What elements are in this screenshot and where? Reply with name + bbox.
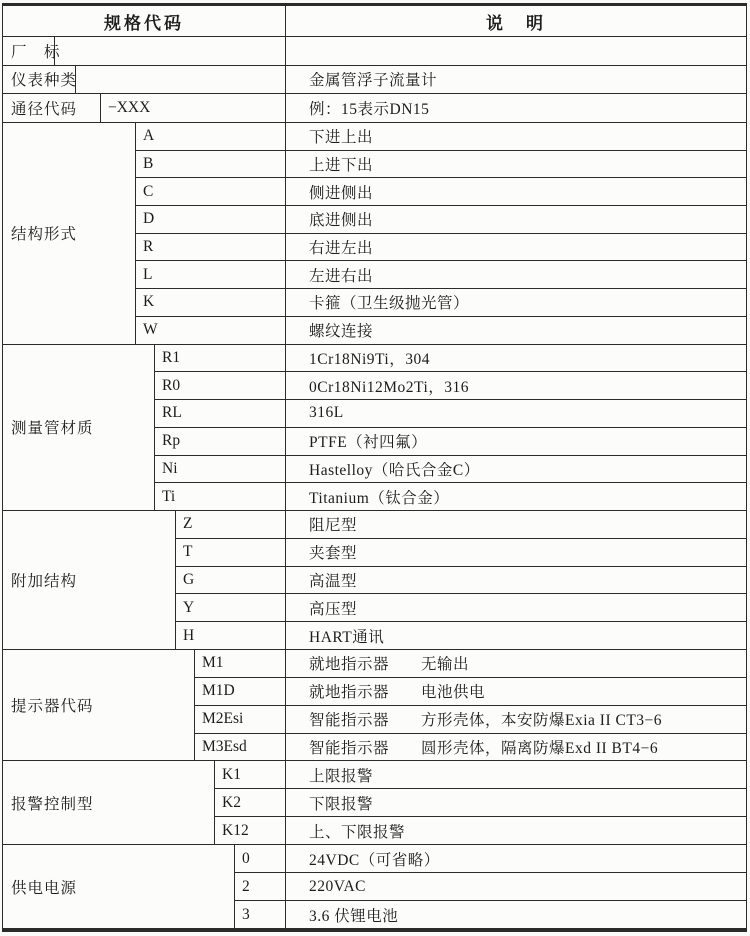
code-cell: M1D xyxy=(195,678,286,705)
code-cell xyxy=(55,37,286,65)
table-row xyxy=(195,706,746,734)
table-row xyxy=(136,289,746,317)
section-label: 供电电源 xyxy=(3,845,235,928)
table-row xyxy=(176,594,746,622)
table-row xyxy=(195,678,746,706)
table-row xyxy=(136,234,746,262)
desc-cell: Titanium（钛合金） xyxy=(309,489,450,507)
code-cell xyxy=(76,66,286,94)
code-cell: 2 xyxy=(235,873,286,900)
section-label: 通径代码 xyxy=(3,94,101,122)
section-power-supply xyxy=(3,845,746,928)
code-cell: T xyxy=(176,539,286,566)
table-row xyxy=(176,567,746,595)
table-row xyxy=(155,428,746,456)
table-row xyxy=(136,206,746,234)
section-indicator-code xyxy=(3,650,746,761)
desc-cell: 金属管浮子流量计 xyxy=(309,72,438,90)
section-label: 厂 标 xyxy=(3,37,55,65)
spec-code-table xyxy=(2,3,747,932)
desc-cell: 卡箍（卫生级抛光管） xyxy=(309,295,470,313)
desc-cell: 上、下限报警 xyxy=(309,823,406,841)
desc-cell: 1Cr18Ni9Ti，304 xyxy=(309,350,430,368)
desc-cell: 阻尼型 xyxy=(309,517,358,535)
table-row xyxy=(195,734,746,761)
code-cell: M1 xyxy=(195,650,286,677)
desc-main: 就地指示器 xyxy=(309,656,390,674)
table-header xyxy=(3,6,746,37)
code-cell: K2 xyxy=(215,789,286,816)
code-cell: Ti xyxy=(155,483,286,510)
table-row xyxy=(136,151,746,179)
code-cell: A xyxy=(136,123,286,150)
code-cell: 0 xyxy=(235,845,286,872)
header-description: 说 明 xyxy=(486,13,546,33)
table-row xyxy=(155,372,746,400)
desc-cell: 上进下出 xyxy=(309,156,374,174)
code-cell: D xyxy=(136,206,286,233)
table-row xyxy=(235,873,746,901)
desc-cell: 右进左出 xyxy=(309,240,374,258)
section-label: 测量管材质 xyxy=(3,345,155,511)
code-cell: R xyxy=(136,234,286,261)
desc-cell: 220VAC xyxy=(309,877,366,895)
table-row xyxy=(136,178,746,206)
desc-main: 智能指示器 xyxy=(309,712,390,730)
table-row xyxy=(215,789,746,817)
table-row xyxy=(155,400,746,428)
section-label: 报警控制型 xyxy=(3,761,215,844)
code-cell: 3 xyxy=(235,901,286,928)
desc-cell xyxy=(286,678,746,705)
code-cell: G xyxy=(176,567,286,594)
header-spec-code: 规格代码 xyxy=(3,6,286,36)
desc-cell xyxy=(286,37,746,65)
desc-cell: 下限报警 xyxy=(309,795,374,813)
table-row xyxy=(155,483,746,510)
table-row xyxy=(235,845,746,873)
section-tube-material xyxy=(3,345,746,512)
section-structure-form xyxy=(3,123,746,345)
table-row xyxy=(176,539,746,567)
desc-cell: 316L xyxy=(309,404,344,422)
table-row xyxy=(136,317,746,344)
section-label: 附加结构 xyxy=(3,511,176,649)
desc-cell xyxy=(286,706,746,733)
section-additional-structure xyxy=(3,511,746,650)
desc-cell: 左进右出 xyxy=(309,267,374,285)
desc-cell: 24VDC（可省略） xyxy=(309,851,440,869)
desc-cell: 高温型 xyxy=(309,573,358,591)
code-cell: Rp xyxy=(155,428,286,455)
code-cell: K xyxy=(136,289,286,316)
table-row xyxy=(101,94,746,122)
desc-cell: 侧进侧出 xyxy=(309,184,374,202)
section-alarm-control xyxy=(3,761,746,845)
desc-cell: PTFE（衬四氟） xyxy=(309,434,428,452)
table-row xyxy=(215,761,746,789)
section-label: 提示器代码 xyxy=(3,650,195,760)
desc-cell: 上限报警 xyxy=(309,767,374,785)
code-cell: Ni xyxy=(155,456,286,483)
desc-cell xyxy=(286,734,746,761)
desc-main: 就地指示器 xyxy=(309,684,390,702)
table-row xyxy=(136,123,746,151)
code-cell: M2Esi xyxy=(195,706,286,733)
code-cell: K12 xyxy=(215,817,286,844)
code-cell: R0 xyxy=(155,372,286,399)
code-cell: M3Esd xyxy=(195,734,286,761)
desc-cell xyxy=(286,650,746,677)
table-row xyxy=(76,66,746,94)
desc-detail: 无输出 xyxy=(421,656,470,674)
desc-cell: 高压型 xyxy=(309,600,358,618)
code-cell: B xyxy=(136,151,286,178)
code-cell: H xyxy=(176,622,286,649)
table-row xyxy=(176,622,746,649)
table-row xyxy=(215,817,746,844)
section-factory-mark xyxy=(3,37,746,66)
table-row xyxy=(235,901,746,928)
code-cell: R1 xyxy=(155,345,286,372)
section-label: 结构形式 xyxy=(3,123,136,344)
code-cell: Z xyxy=(176,511,286,538)
section-diameter-code xyxy=(3,94,746,123)
table-row xyxy=(136,261,746,289)
desc-cell: 例：15表示DN15 xyxy=(309,100,430,118)
code-cell: K1 xyxy=(215,761,286,788)
desc-cell: 夹套型 xyxy=(309,545,358,563)
table-row xyxy=(155,345,746,373)
desc-cell: HART通讯 xyxy=(309,628,385,646)
table-row xyxy=(176,511,746,539)
desc-cell: 0Cr18Ni12Mo2Ti，316 xyxy=(309,378,470,396)
table-row xyxy=(195,650,746,678)
code-cell: Y xyxy=(176,594,286,621)
code-cell: W xyxy=(136,317,286,344)
desc-cell: 螺纹连接 xyxy=(309,323,374,341)
desc-cell: Hastelloy（哈氏合金C） xyxy=(309,461,480,479)
desc-detail: 电池供电 xyxy=(421,684,486,702)
desc-detail: 圆形壳体，隔离防爆Exd II BT4−6 xyxy=(421,740,659,758)
table-row xyxy=(155,456,746,484)
desc-cell: 3.6 伏锂电池 xyxy=(309,907,399,925)
desc-main: 智能指示器 xyxy=(309,740,390,758)
desc-cell: 底进侧出 xyxy=(309,212,374,230)
code-cell: RL xyxy=(155,400,286,427)
desc-detail: 方形壳体，本安防爆Exia II CT3−6 xyxy=(421,712,663,730)
section-instrument-type xyxy=(3,66,746,95)
code-cell: L xyxy=(136,261,286,288)
table-row xyxy=(55,37,746,65)
code-cell: C xyxy=(136,178,286,205)
code-cell: −XXX xyxy=(101,94,286,122)
desc-cell: 下进上出 xyxy=(309,129,374,147)
section-label: 仪表种类 xyxy=(3,66,76,94)
